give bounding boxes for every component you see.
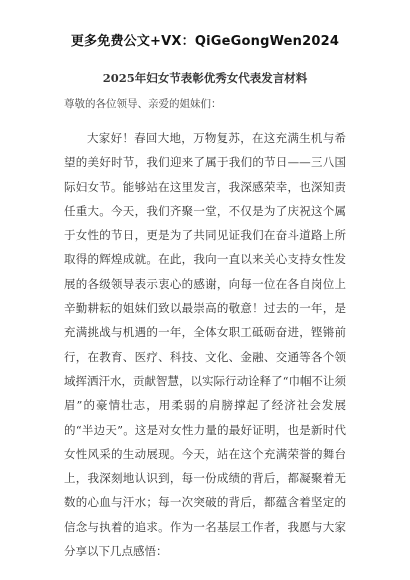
document-title: 2025年妇女节表彰优秀女代表发言材料 xyxy=(102,71,308,85)
speech-paragraph: 大家好！春回大地，万物复苏，在这充满生机与希望的美好时节，我们迎来了属于我们的节日——三八国际妇女节。能够站在这里发言，我深感荣幸，也深知责任重大。今天，我们齐聚一堂，不仅是为了庆祝这个属于女性的节日，更是为了共同见证我们在奋斗道路上所取得的辉煌成就。在此，我向一直以来关心支持女性发展的各级领导表示衷心的感谢，向每一位在各自岗位上辛勤耕耘的姐妹们致以最崇高的敬意！过去的一年，是充满挑战与机遇的一年，全体女职工砥砺奋进，铿锵前行，在教育、医疗、科技、文化、金融、交通等各个领域挥洒汗水，贡献智慧，以实际行动诠释了“巾帼不让须眉”的豪情壮志，用柔弱的肩膀撑起了经济社会发展的“半边天”。这是对女性力量的最好证明，也是新时代女性风采的生动展现。今天，站在这个充满荣誉的舞台上，我深刻地认识到，每一份成绩的背后，都凝聚着无数的心血与汗水；每一次突破的背后，都蕴含着坚定的信念与执着的追求。作为一名基层工作者，我愿与大家分享以下几点感悟： xyxy=(64,131,346,559)
salutation: 尊敬的各位领导、亲爱的姐妹们： xyxy=(64,98,222,110)
promo-banner: 更多免费公文+VX：QiGeGongWen2024 xyxy=(70,34,340,49)
